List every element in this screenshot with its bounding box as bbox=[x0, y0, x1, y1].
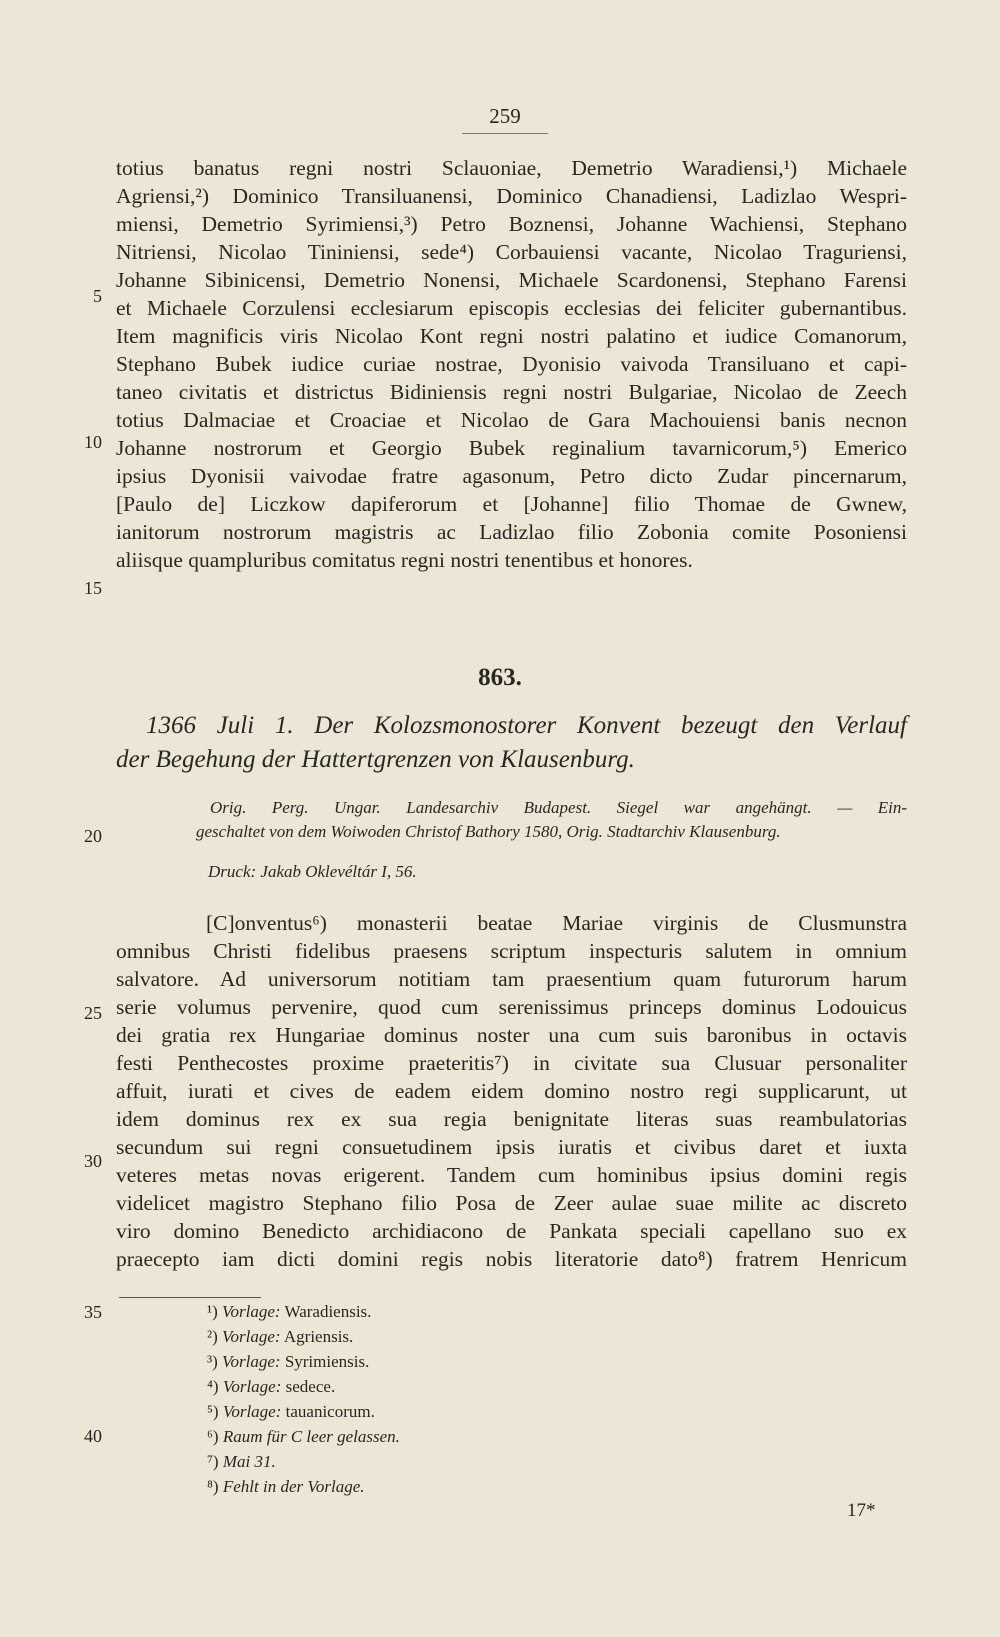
text-line: aliisque quampluribus comitatus regni nostri tenentibus et honores. bbox=[116, 548, 693, 572]
text-line: [C]onventus⁶) monasterii beatae Mariae virginis de Clusmunstra bbox=[206, 911, 907, 935]
footnote: ⁵) Vorlage: tauanicorum. bbox=[207, 1402, 375, 1421]
text-line: idem dominus rex ex sua regia benignitate literas suas reambulatorias bbox=[116, 1107, 907, 1131]
source-note-line: geschaltet von dem Woiwoden Christof Bathory 1580, Orig. Stadtarchiv Klausenburg. bbox=[196, 822, 781, 841]
line-number: 40 bbox=[84, 1426, 102, 1446]
footnote: ²) Vorlage: Agriensis. bbox=[207, 1327, 354, 1346]
text-line: Stephano Bubek iudice curiae nostrae, Dyonisio vaivoda Transiluano et capi- bbox=[116, 352, 907, 376]
text-line: festi Penthecostes proxime praeteritis⁷) in civitate sua Clusuar personaliter bbox=[116, 1051, 907, 1075]
text-line: secundum sui regni consuetudinem ipsis iuratis et civibus daret et iuxta bbox=[116, 1135, 907, 1159]
text-line: miensi, Demetrio Syrimiensi,³) Petro Boznensi, Johanne Wachiensi, Stephano bbox=[116, 212, 907, 236]
text-line: taneo civitatis et districtus Bidiniensis regni nostri Bulgariae, Nicolao de Zeech bbox=[116, 380, 907, 404]
text-line: Item magnificis viris Nicolao Kont regni nostri palatino et iudice Comanorum, bbox=[116, 324, 907, 348]
text-line: videlicet magistro Stephano filio Posa de Zeer aulae suae milite ac discreto bbox=[116, 1191, 907, 1215]
footnote: ⁸) Fehlt in der Vorlage. bbox=[207, 1477, 365, 1496]
page-number: 259 bbox=[462, 104, 548, 134]
source-note-line: Orig. Perg. Ungar. Landesarchiv Budapest. Siegel war angehängt. — Ein- bbox=[210, 798, 907, 817]
text-line: viro domino Benedicto archidiacono de Pankata speciali capellano suo ex bbox=[116, 1219, 907, 1243]
line-number: 15 bbox=[84, 578, 102, 598]
text-line: Agriensi,²) Dominico Transiluanensi, Dominico Chanadiensi, Ladizlao Wespri- bbox=[116, 184, 907, 208]
line-number: 20 bbox=[84, 826, 102, 846]
footnote: ⁴) Vorlage: sedece. bbox=[207, 1377, 336, 1396]
text-line: affuit, iurati et cives de eadem eidem domino nostro regi supplicarunt, ut bbox=[116, 1079, 907, 1103]
line-number: 5 bbox=[93, 286, 102, 306]
signature-mark: 17* bbox=[847, 1500, 876, 1521]
text-line: [Paulo de] Liczkow dapiferorum et [Johanne] filio Thomae de Gwnew, bbox=[116, 492, 907, 516]
text-line: totius Dalmaciae et Croaciae et Nicolao de Gara Machouiensi banis necnon bbox=[116, 408, 907, 432]
text-line: Johanne Sibinicensi, Demetrio Nonensi, Michaele Scardonensi, Stephano Farensi bbox=[116, 268, 907, 292]
text-line: salvatore. Ad universorum notitiam tam praesentium quam futurorum harum bbox=[116, 967, 907, 991]
text-line: et Michaele Corzulensi ecclesiarum episcopis ecclesias dei feliciter gubernantibus. bbox=[116, 296, 907, 320]
document-caption-line: 1366 Juli 1. Der Kolozsmonostorer Konvent bezeugt den Verlauf bbox=[146, 712, 907, 739]
text-line: serie volumus pervenire, quod cum serenissimus princeps dominus Lodouicus bbox=[116, 995, 907, 1019]
footnote-rule bbox=[119, 1297, 261, 1298]
text-line: omnibus Christi fidelibus praesens scriptum inspecturis salutem in omnium bbox=[116, 939, 907, 963]
print-reference: Druck: Jakab Oklevéltár I, 56. bbox=[208, 862, 417, 881]
footnote: ¹) Vorlage: Waradiensis. bbox=[207, 1302, 372, 1321]
line-number: 35 bbox=[84, 1302, 102, 1322]
text-line: Johanne nostrorum et Georgio Bubek reginalium tavarnicorum,⁵) Emerico bbox=[116, 436, 907, 460]
text-line: ianitorum nostrorum magistris ac Ladizlao filio Zobonia comite Posoniensi bbox=[116, 520, 907, 544]
line-number: 25 bbox=[84, 1003, 102, 1023]
text-line: ipsius Dyonisii vaivodae fratre agasonum, Petro dicto Zudar pincernarum, bbox=[116, 464, 907, 488]
document-number: 863. bbox=[478, 664, 522, 691]
line-number: 10 bbox=[84, 432, 102, 452]
text-line: totius banatus regni nostri Sclauoniae, Demetrio Waradiensi,¹) Michaele bbox=[116, 156, 907, 180]
footnote: ⁶) Raum für C leer gelassen. bbox=[207, 1427, 400, 1446]
text-line: dei gratia rex Hungariae dominus noster una cum suis baronibus in octavis bbox=[116, 1023, 907, 1047]
text-line: praecepto iam dicti domini regis nobis literatorie dato⁸) fratrem Henricum bbox=[116, 1247, 907, 1271]
text-line: Nitriensi, Nicolao Tininiensi, sede⁴) Corbauiensi vacante, Nicolao Traguriensi, bbox=[116, 240, 907, 264]
line-number: 30 bbox=[84, 1151, 102, 1171]
document-caption-line: der Begehung der Hattertgrenzen von Klausenburg. bbox=[116, 746, 635, 773]
text-line: veteres metas novas erigerent. Tandem cum hominibus ipsius domini regis bbox=[116, 1163, 907, 1187]
footnote: ³) Vorlage: Syrimiensis. bbox=[207, 1352, 370, 1371]
footnote: ⁷) Mai 31. bbox=[207, 1452, 276, 1471]
